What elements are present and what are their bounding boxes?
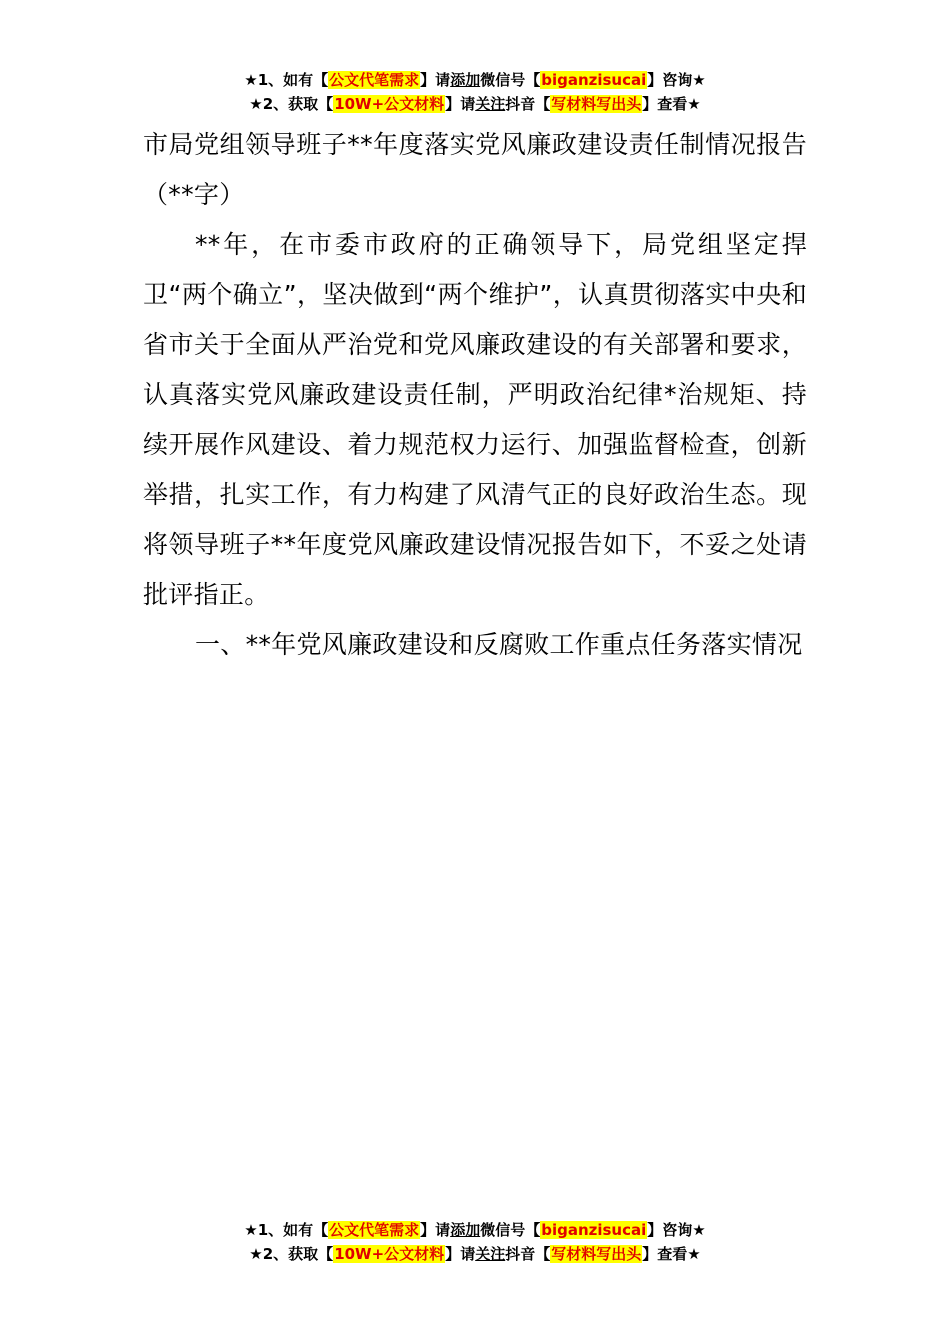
highlight-wechat-id: biganzisucai — [541, 1221, 647, 1239]
document-title: 市局党组领导班子**年度落实党风廉政建设责任制情况报告（**字） — [143, 130, 807, 209]
banner-text: 抖音【 — [505, 95, 551, 113]
banner-text: 】请 — [445, 1245, 476, 1263]
section-heading-1: 一、**年党风廉政建设和反腐败工作重点任务落实情况 — [195, 630, 803, 659]
header-banner — [0, 68, 950, 116]
banner-text: 】查看★ — [642, 95, 701, 113]
highlight-service: 公文代笔需求 — [329, 71, 420, 89]
banner-line-1 — [0, 1218, 950, 1242]
banner-text: 】咨询★ — [647, 71, 706, 89]
banner-text: ★2、获取【 — [249, 1245, 334, 1263]
paragraph-1: **年，在市委市政府的正确领导下，局党组坚定捍卫“两个确立”，坚决做到“两个维护”，认真贯彻落实中央和省市关于全面从严治党和党风廉政建设的有关部署和要求，认真落实党风廉政建设责任制，严明政治纪律*治规矩、持续开展作风建设、着力规范权力运行、加强监督检查，创新举措，扎实工作，有力构建了风清气正的良好政治生态。现将领导班子**年度党风廉政建设情况报告如下，不妥之处请批评指正。 — [143, 230, 807, 609]
highlight-douyin-id: 写材料写出头 — [551, 1245, 642, 1263]
banner-line-2 — [0, 1242, 950, 1266]
banner-underlined-text: 关注 — [475, 95, 506, 113]
banner-underlined-text: 添加 — [450, 71, 481, 89]
highlight-materials: 10W+公文材料 — [334, 95, 445, 113]
banner-text: 】请 — [420, 1221, 451, 1239]
banner-text: ★1、如有【 — [244, 71, 329, 89]
banner-text: 】请 — [420, 71, 451, 89]
banner-text: 微信号【 — [480, 1221, 541, 1239]
banner-line-2 — [0, 92, 950, 116]
highlight-materials: 10W+公文材料 — [334, 1245, 445, 1263]
banner-underlined-text: 添加 — [450, 1221, 481, 1239]
banner-text: 抖音【 — [505, 1245, 551, 1263]
highlight-wechat-id: biganzisucai — [541, 71, 647, 89]
banner-text: ★1、如有【 — [244, 1221, 329, 1239]
highlight-douyin-id: 写材料写出头 — [551, 95, 642, 113]
banner-text: 微信号【 — [480, 71, 541, 89]
banner-text: 】查看★ — [642, 1245, 701, 1263]
footer-banner — [0, 1218, 950, 1266]
document-body — [143, 120, 807, 670]
highlight-service: 公文代笔需求 — [329, 1221, 420, 1239]
banner-line-1 — [0, 68, 950, 92]
banner-text: 】咨询★ — [647, 1221, 706, 1239]
banner-text: 】请 — [445, 95, 476, 113]
banner-underlined-text: 关注 — [475, 1245, 506, 1263]
banner-text: ★2、获取【 — [249, 95, 334, 113]
